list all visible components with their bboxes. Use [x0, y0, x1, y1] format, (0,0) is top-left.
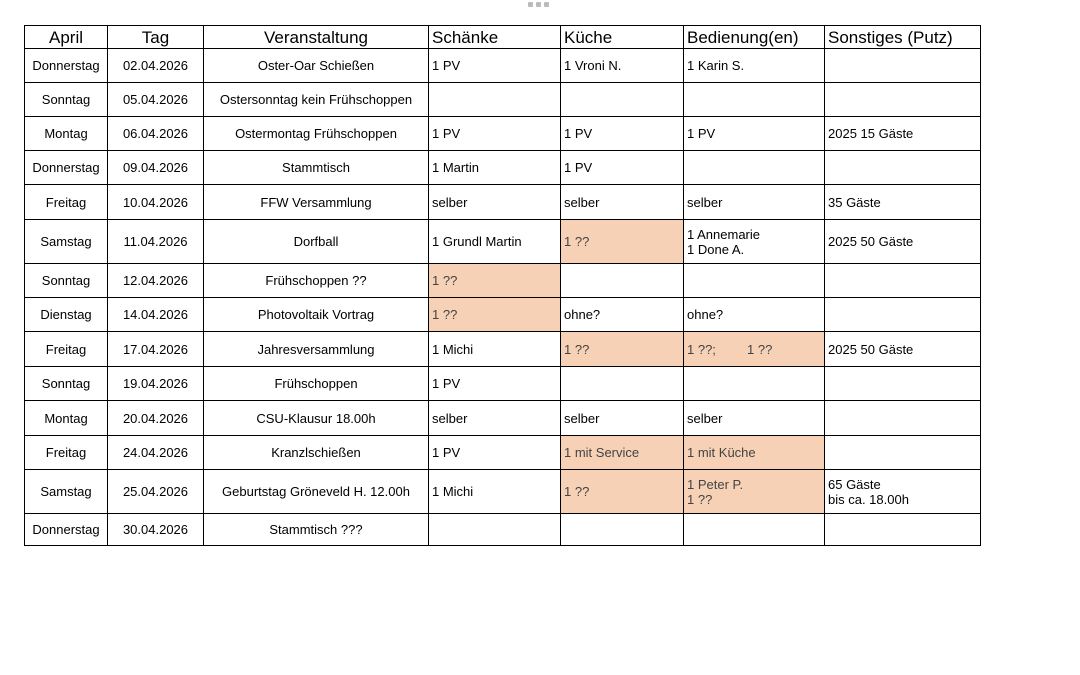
- cell-bar: [429, 83, 561, 117]
- cell-bar-open: 1 ??: [429, 298, 561, 332]
- cell-date: 12.04.2026: [108, 264, 204, 298]
- cell-other: [825, 151, 981, 185]
- cell-date: 25.04.2026: [108, 470, 204, 514]
- cell-event: Geburtstag Gröneveld H. 12.00h: [204, 470, 429, 514]
- table-row: [25, 264, 981, 298]
- cell-date: 06.04.2026: [108, 117, 204, 151]
- cell-kitchen: selber: [561, 185, 684, 220]
- table-row: [25, 117, 981, 151]
- cell-weekday: Freitag: [25, 332, 108, 367]
- cell-event: Kranzlschießen: [204, 436, 429, 470]
- cell-event: Ostermontag Frühschoppen: [204, 117, 429, 151]
- table-row: [25, 514, 981, 546]
- cell-kitchen: selber: [561, 401, 684, 436]
- cell-other: [825, 514, 981, 546]
- cell-bar: 1 Michi: [429, 332, 561, 367]
- table-row: [25, 151, 981, 185]
- cell-bar: selber: [429, 401, 561, 436]
- cell-bar: 1 PV: [429, 367, 561, 401]
- cell-date: 02.04.2026: [108, 49, 204, 83]
- cell-service: [684, 151, 825, 185]
- cell-service-open: [684, 332, 825, 367]
- header-bar: Schänke: [429, 26, 561, 49]
- cell-bar: 1 PV: [429, 117, 561, 151]
- table-row: [25, 436, 981, 470]
- cell-bar: [429, 514, 561, 546]
- cell-event: Frühschoppen: [204, 367, 429, 401]
- cell-kitchen: 1 Vroni N.: [561, 49, 684, 83]
- cell-event: Oster-Oar Schießen: [204, 49, 429, 83]
- cell-date: 09.04.2026: [108, 151, 204, 185]
- cell-kitchen: [561, 367, 684, 401]
- cell-weekday: Sonntag: [25, 83, 108, 117]
- cell-service: 1 Karin S.: [684, 49, 825, 83]
- cell-bar: 1 Michi: [429, 470, 561, 514]
- service-multiline: 1 Peter P. 1 ??: [687, 476, 744, 507]
- cell-other: [825, 264, 981, 298]
- cell-date: 20.04.2026: [108, 401, 204, 436]
- service-multiline: 1 Annemarie 1 Done A.: [687, 226, 760, 257]
- cell-date: 05.04.2026: [108, 83, 204, 117]
- cell-service: [684, 83, 825, 117]
- cell-service: selber: [684, 401, 825, 436]
- header-month: April: [25, 26, 108, 49]
- cell-service-open: 1 mit Küche: [684, 436, 825, 470]
- header-row: [25, 26, 981, 49]
- cell-event: Stammtisch: [204, 151, 429, 185]
- cell-other: [825, 298, 981, 332]
- cell-weekday: Freitag: [25, 185, 108, 220]
- cell-kitchen-open: 1 ??: [561, 470, 684, 514]
- cell-service: [684, 367, 825, 401]
- cell-bar: 1 PV: [429, 49, 561, 83]
- cell-date: 10.04.2026: [108, 185, 204, 220]
- cell-other: 35 Gäste: [825, 185, 981, 220]
- cell-kitchen: [561, 83, 684, 117]
- cell-event: CSU-Klausur 18.00h: [204, 401, 429, 436]
- cell-kitchen: ohne?: [561, 298, 684, 332]
- cell-date: 11.04.2026: [108, 220, 204, 264]
- table-row: [25, 83, 981, 117]
- cell-other: [825, 49, 981, 83]
- cell-weekday: Montag: [25, 117, 108, 151]
- cell-date: 30.04.2026: [108, 514, 204, 546]
- cell-kitchen: 1 PV: [561, 117, 684, 151]
- cell-event: Stammtisch ???: [204, 514, 429, 546]
- cell-service-open: [684, 470, 825, 514]
- header-kitchen: Küche: [561, 26, 684, 49]
- cell-date: 17.04.2026: [108, 332, 204, 367]
- header-other: Sonstiges (Putz): [825, 26, 981, 49]
- cell-event: Dorfball: [204, 220, 429, 264]
- table-row: [25, 401, 981, 436]
- cell-weekday: Sonntag: [25, 367, 108, 401]
- cell-service: [684, 264, 825, 298]
- header-service: Bedienung(en): [684, 26, 825, 49]
- cell-event: FFW Versammlung: [204, 185, 429, 220]
- cell-other: [825, 83, 981, 117]
- table-row: [25, 185, 981, 220]
- cell-service: ohne?: [684, 298, 825, 332]
- cell-kitchen-open: 1 ??: [561, 220, 684, 264]
- cell-kitchen: [561, 264, 684, 298]
- cell-weekday: Montag: [25, 401, 108, 436]
- cell-other: [825, 401, 981, 436]
- cell-weekday: Donnerstag: [25, 49, 108, 83]
- cell-kitchen-open: 1 ??: [561, 332, 684, 367]
- cell-weekday: Dienstag: [25, 298, 108, 332]
- cell-other: 2025 50 Gäste: [825, 220, 981, 264]
- cell-service: selber: [684, 185, 825, 220]
- cell-date: 19.04.2026: [108, 367, 204, 401]
- other-multiline: 65 Gäste bis ca. 18.00h: [828, 476, 909, 507]
- cell-date: 24.04.2026: [108, 436, 204, 470]
- cell-event: Photovoltaik Vortrag: [204, 298, 429, 332]
- cell-other: [825, 436, 981, 470]
- table-row: [25, 470, 981, 514]
- table-row: [25, 332, 981, 367]
- cell-service: [684, 220, 825, 264]
- cell-event: Ostersonntag kein Frühschoppen: [204, 83, 429, 117]
- cell-weekday: Sonntag: [25, 264, 108, 298]
- cell-bar: 1 PV: [429, 436, 561, 470]
- table-row: [25, 220, 981, 264]
- cell-event: Jahresversammlung: [204, 332, 429, 367]
- header-event: Veranstaltung: [204, 26, 429, 49]
- cell-weekday: Samstag: [25, 220, 108, 264]
- cell-event: Frühschoppen ??: [204, 264, 429, 298]
- cell-other: [825, 470, 981, 514]
- cell-other: 2025 50 Gäste: [825, 332, 981, 367]
- service-slot-a: 1 ??;: [687, 341, 716, 357]
- page-header-fragment: [528, 0, 568, 4]
- cell-date: 14.04.2026: [108, 298, 204, 332]
- header-date: Tag: [108, 26, 204, 49]
- cell-service: [684, 514, 825, 546]
- table-row: [25, 298, 981, 332]
- table-row: [25, 367, 981, 401]
- cell-weekday: Freitag: [25, 436, 108, 470]
- cell-bar: 1 Grundl Martin: [429, 220, 561, 264]
- cell-bar-open: 1 ??: [429, 264, 561, 298]
- table-row: [25, 49, 981, 83]
- cell-weekday: Donnerstag: [25, 151, 108, 185]
- cell-bar: selber: [429, 185, 561, 220]
- cell-weekday: Samstag: [25, 470, 108, 514]
- cell-other: 2025 15 Gäste: [825, 117, 981, 151]
- cell-service: 1 PV: [684, 117, 825, 151]
- cell-bar: 1 Martin: [429, 151, 561, 185]
- cell-kitchen-open: 1 mit Service: [561, 436, 684, 470]
- service-slot-b: 1 ??: [747, 341, 773, 357]
- cell-kitchen: [561, 514, 684, 546]
- cell-kitchen: 1 PV: [561, 151, 684, 185]
- april-schedule-table: [24, 25, 981, 546]
- cell-weekday: Donnerstag: [25, 514, 108, 546]
- cell-other: [825, 367, 981, 401]
